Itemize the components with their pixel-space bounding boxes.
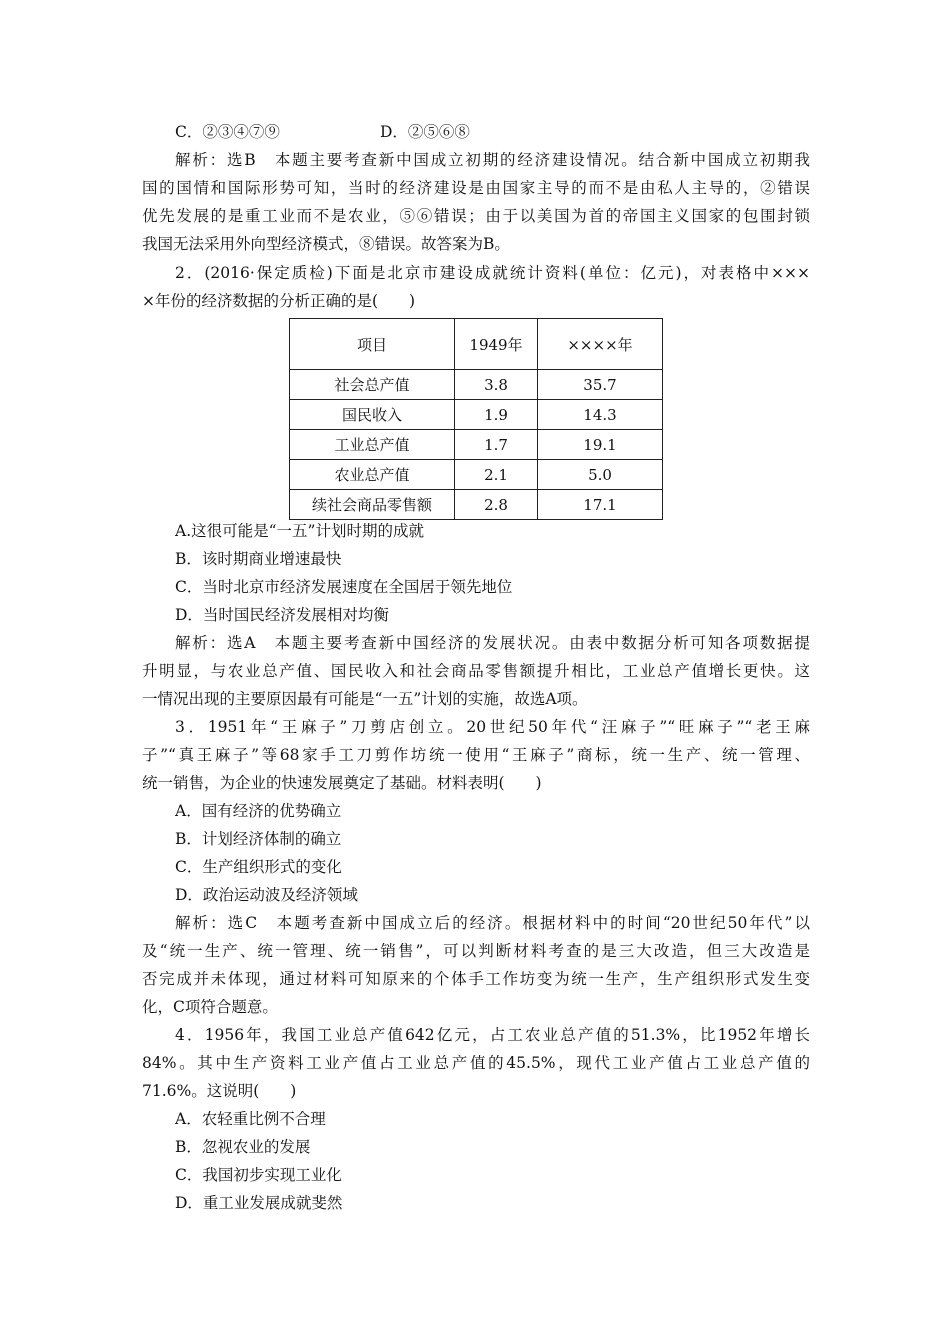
analysis-line: 优先发展的是重工业而不是农业，⑤⑥错误；由于以美国为首的帝国主义国家的包围封锁 xyxy=(142,207,810,225)
table-row xyxy=(290,430,663,460)
table-cell: 5.0 xyxy=(538,460,663,490)
analysis-line: 及“统一生产、统一管理、统一销售”，可以判断材料考查的是三大改造，但三大改造是 xyxy=(142,942,810,960)
table-header: ××××年 xyxy=(538,319,663,370)
option-c: C．生产组织形式的变化 xyxy=(175,858,342,876)
table-cell: 19.1 xyxy=(538,430,663,460)
table-cell: 14.3 xyxy=(538,400,663,430)
analysis-line: 解析：选A 本题主要考查新中国经济的发展状况。由表中数据分析可知各项数据提 xyxy=(175,634,810,652)
table-row xyxy=(290,460,663,490)
table-cell: 社会总产值 xyxy=(290,370,455,400)
option-d: D．②⑤⑥⑧ xyxy=(380,123,470,141)
table-cell: 国民收入 xyxy=(290,400,455,430)
table-cell: 35.7 xyxy=(538,370,663,400)
table-cell: 1.9 xyxy=(455,400,538,430)
question-stem: 4．1956年，我国工业总产值642亿元，占工农业总产值的51.3%，比1952年增长 xyxy=(175,1026,810,1044)
analysis-line: 升明显，与农业总产值、国民收入和社会商品零售额提升相比，工业总产值增长更快。这 xyxy=(142,662,810,680)
table-row xyxy=(290,490,663,520)
analysis-line: 我国无法采用外向型经济模式，⑧错误。故答案为B。 xyxy=(142,235,510,253)
option-d: D．政治运动波及经济领域 xyxy=(175,886,358,904)
question-stem: 统一销售，为企业的快速发展奠定了基础。材料表明( ) xyxy=(142,774,542,792)
option-a: A．农轻重比例不合理 xyxy=(175,1110,326,1128)
question-stem: 2．(2016·保定质检)下面是北京市建设成就统计资料(单位：亿元)，对表格中××× xyxy=(175,264,810,282)
option-a: A．国有经济的优势确立 xyxy=(175,802,342,820)
table-cell: 工业总产值 xyxy=(290,430,455,460)
analysis-line: 否完成并未体现，通过材料可知原来的个体手工作坊变为统一生产，生产组织形式发生变 xyxy=(142,970,810,988)
option-d: D．重工业发展成就斐然 xyxy=(175,1194,343,1212)
option-c: C．当时北京市经济发展速度在全国居于领先地位 xyxy=(175,578,513,596)
option-c: C．②③④⑦⑨ xyxy=(175,123,280,141)
table-header: 1949年 xyxy=(455,319,538,370)
option-b: B．计划经济体制的确立 xyxy=(175,830,342,848)
option-a: A.这很可能是“一五”计划时期的成就 xyxy=(175,522,424,540)
table-row xyxy=(290,370,663,400)
analysis-line: 一情况出现的主要原因最有可能是“一五”计划的实施，故选A项。 xyxy=(142,690,588,708)
analysis-line: 解析：选B 本题主要考查新中国成立初期的经济建设情况。结合新中国成立初期我 xyxy=(175,151,810,169)
table-cell: 农业总产值 xyxy=(290,460,455,490)
question-stem: 71.6%。这说明( ) xyxy=(142,1082,297,1100)
table-header: 项目 xyxy=(290,319,455,370)
statistics-table xyxy=(289,318,663,520)
analysis-line: 国的国情和国际形势可知，当时的经济建设是由国家主导的而不是由私人主导的，②错误 xyxy=(142,179,810,197)
question-stem: 3．1951年“王麻子”刀剪店创立。20世纪50年代“汪麻子”“旺麻子”“老王麻 xyxy=(175,718,810,736)
question-stem: 子”“真王麻子”等68家手工刀剪作坊统一使用“王麻子”商标，统一生产、统一管理、 xyxy=(142,746,810,764)
table-cell: 1.7 xyxy=(455,430,538,460)
table-cell: 3.8 xyxy=(455,370,538,400)
option-b: B．该时期商业增速最快 xyxy=(175,550,342,568)
table-row xyxy=(290,400,663,430)
analysis-line: 化，C项符合题意。 xyxy=(142,998,278,1016)
question-stem: ×年份的经济数据的分析正确的是( ) xyxy=(142,292,416,310)
table-cell: 续社会商品零售额 xyxy=(290,490,455,520)
table-header-row xyxy=(290,319,663,370)
question-stem: 84%。其中生产资料工业产值占工业总产值的45.5%，现代工业产值占工业总产值的 xyxy=(142,1054,810,1072)
option-c: C．我国初步实现工业化 xyxy=(175,1166,342,1184)
table-cell: 2.1 xyxy=(455,460,538,490)
table-cell: 2.8 xyxy=(455,490,538,520)
option-b: B．忽视农业的发展 xyxy=(175,1138,311,1156)
option-d: D．当时国民经济发展相对均衡 xyxy=(175,606,389,624)
analysis-line: 解析：选C 本题考查新中国成立后的经济。根据材料中的时间“20世纪50年代”以 xyxy=(175,914,810,932)
table-cell: 17.1 xyxy=(538,490,663,520)
